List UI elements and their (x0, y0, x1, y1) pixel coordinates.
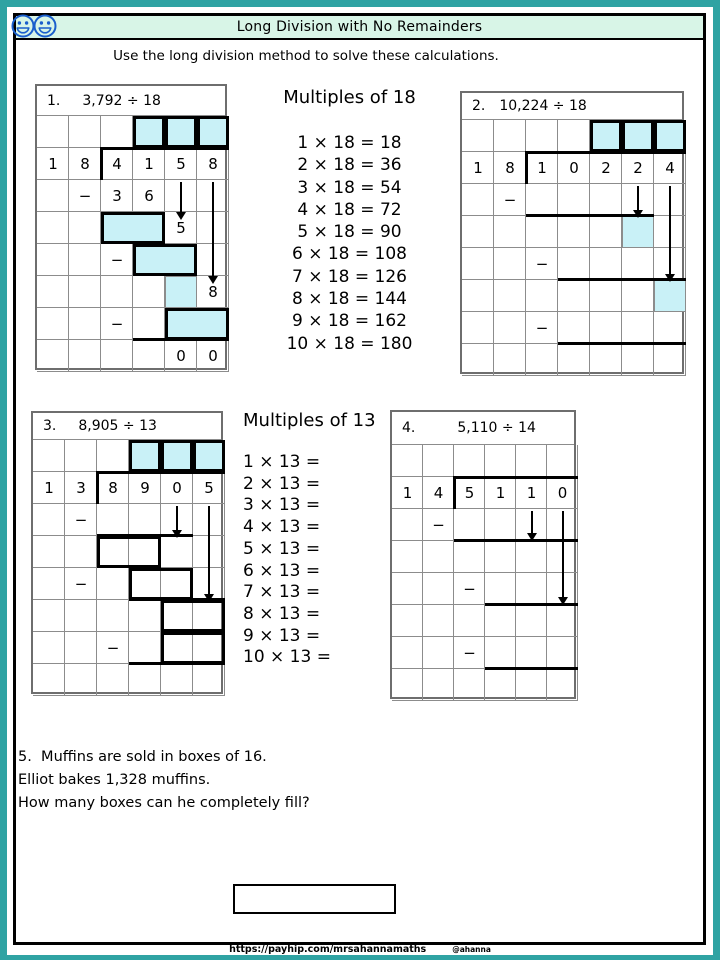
list-line: 6 × 13 = (243, 560, 321, 581)
minus-sign: − (106, 639, 120, 657)
grid-cell (392, 669, 423, 701)
list-line: How many boxes can he completely fill? (18, 795, 310, 812)
grid-cell (101, 116, 133, 148)
grid-cell (97, 664, 129, 696)
list-line: 7 × 18 = 126 (292, 266, 407, 287)
minus-sign: − (74, 575, 88, 593)
grid-digit: 5 (464, 484, 475, 502)
answer-digit-cell (129, 440, 161, 472)
multiples-18-list (272, 132, 427, 355)
grid-cell (423, 669, 454, 701)
grid-cell (423, 605, 454, 637)
grid-cell (590, 248, 622, 280)
grid-cell (462, 120, 494, 152)
grid-digit: 0 (208, 347, 218, 365)
carried-digit-cell (654, 280, 686, 312)
footer-handle: @ahanna (452, 945, 491, 954)
grid-cell (494, 120, 526, 152)
grid-digit: 5 (204, 479, 214, 497)
grid-cell (33, 664, 65, 696)
grid-cell (526, 120, 558, 152)
grid-cell (547, 445, 578, 477)
arrowhead-icon (176, 212, 186, 220)
grid-cell (392, 541, 423, 573)
grid-cell (558, 216, 590, 248)
grid-cell (69, 116, 101, 148)
grid-cell (485, 605, 516, 637)
work-box (161, 600, 225, 632)
grid-digit: 0 (176, 347, 186, 365)
grid-cell (462, 280, 494, 312)
arrowhead-icon (665, 274, 675, 282)
grid-cell (494, 216, 526, 248)
answer-digit-cell (197, 116, 229, 148)
grid-cell (462, 344, 494, 376)
grid-cell (37, 116, 69, 148)
grid-cell (462, 312, 494, 344)
grid-cell (37, 244, 69, 276)
grid-cell (547, 669, 578, 701)
minus-sign: − (535, 319, 549, 337)
grid-cell (590, 184, 622, 216)
grid-cell (129, 664, 161, 696)
minus-sign: − (432, 516, 445, 534)
list-line: 10 × 18 = 180 (286, 333, 413, 354)
grid-cell (161, 536, 193, 568)
minus-sign: − (110, 251, 124, 269)
work-box (129, 568, 193, 600)
answer-digit-cell (622, 120, 654, 152)
grid-cell (547, 605, 578, 637)
list-line: 9 × 13 = (243, 625, 321, 646)
grid-cell (485, 573, 516, 605)
grid-cell (485, 541, 516, 573)
list-line: 7 × 13 = (243, 582, 321, 603)
carried-digit-cell (622, 216, 654, 248)
instruction-text: Use the long division method to solve these calculations. (113, 48, 499, 64)
bring-down-arrow (669, 186, 671, 275)
footer-url: https://payhip.com/mrsahannamaths (229, 944, 427, 955)
problem-number: 4. (402, 420, 416, 436)
grid-cell (129, 600, 161, 632)
smiley-icons (10, 13, 60, 39)
problem-number: 2. (472, 98, 486, 114)
grid-digit: 8 (208, 155, 218, 173)
grid-cell (516, 445, 547, 477)
grid-cell (129, 632, 161, 664)
answer-digit-cell (133, 116, 165, 148)
problem-expression: 3,792 ÷ 18 (82, 92, 161, 109)
grid-digit: 5 (176, 219, 186, 237)
list-line: 3 × 18 = 54 (297, 177, 402, 198)
arrowhead-icon (558, 597, 568, 605)
grid-cell (392, 509, 423, 541)
grid-digit: 1 (402, 484, 413, 502)
list-line: 5 × 18 = 90 (297, 222, 402, 243)
grid-digit: 6 (144, 187, 154, 205)
minus-sign: − (463, 644, 476, 662)
grid-cell (454, 541, 485, 573)
division-grid-4 (390, 410, 576, 699)
list-line: 5 × 13 = (243, 538, 321, 559)
problem-number: 3. (43, 418, 57, 434)
grid-cell (97, 568, 129, 600)
grid-cell (485, 445, 516, 477)
list-line: 2 × 13 = (243, 473, 321, 494)
grid-cell (622, 312, 654, 344)
grid-digit: 4 (112, 155, 122, 173)
grid-cell (558, 312, 590, 344)
grid-digit: 1 (44, 479, 54, 497)
grid-cell (37, 180, 69, 212)
grid-cell (65, 664, 97, 696)
page-title: Long Division with No Remainders (236, 19, 483, 35)
answer-digit-cell (161, 440, 193, 472)
grid-cell (462, 184, 494, 216)
grid-cell (485, 669, 516, 701)
grid-cell (33, 536, 65, 568)
list-line: 2 × 18 = 36 (297, 155, 402, 176)
grid-cell (558, 120, 590, 152)
list-line: 1 × 13 = (243, 452, 321, 472)
grid-cell (462, 216, 494, 248)
grid-cell (33, 568, 65, 600)
minus-sign: − (535, 255, 549, 273)
grid-cell (494, 312, 526, 344)
answer-digit-cell (590, 120, 622, 152)
grid-cell (516, 541, 547, 573)
grid-cell (526, 184, 558, 216)
arrowhead-icon (527, 533, 537, 541)
bring-down-arrow (176, 506, 178, 531)
grid-cell (590, 280, 622, 312)
carried-digit-cell (165, 276, 197, 308)
header-band (16, 16, 703, 40)
grid-digit: 1 (473, 159, 483, 177)
word-problem (18, 746, 310, 816)
problem-expression: 8,905 ÷ 13 (78, 418, 157, 434)
work-box (161, 632, 225, 664)
grid-cell (454, 509, 485, 541)
grid-cell (97, 440, 129, 472)
list-line: 4 × 13 = (243, 517, 321, 538)
grid-title (33, 413, 221, 440)
grid-digit: 2 (633, 159, 643, 177)
grid-cell (454, 445, 485, 477)
grid-cell (133, 340, 165, 372)
grid-digit: 1 (537, 159, 547, 177)
grid-cell (37, 276, 69, 308)
grid-cell (558, 184, 590, 216)
grid-cell (654, 344, 686, 376)
grid-digit: 1 (144, 155, 154, 173)
division-grid-1 (35, 84, 227, 370)
multiples-13-title: Multiples of 13 (243, 410, 376, 431)
grid-cell (33, 600, 65, 632)
grid-digit: 1 (495, 484, 506, 502)
grid-cell (69, 340, 101, 372)
list-line: 8 × 18 = 144 (292, 289, 407, 310)
grid-cell (526, 280, 558, 312)
grid-cell (392, 573, 423, 605)
grid-digit: 0 (172, 479, 182, 497)
grid-cell (454, 605, 485, 637)
division-grid-3 (31, 411, 223, 694)
subtraction-line (558, 342, 686, 345)
grid-cell (516, 669, 547, 701)
list-line: 1 × 18 = 18 (297, 133, 402, 153)
grid-cell (494, 248, 526, 280)
subtraction-line (485, 667, 578, 670)
minus-sign: − (74, 511, 88, 529)
grid-cell (547, 637, 578, 669)
bring-down-arrow (208, 506, 210, 595)
list-line: Elliot bakes 1,328 muffins. (18, 772, 211, 789)
grid-cell (392, 445, 423, 477)
problem-number: 1. (47, 92, 61, 109)
division-grid-2 (460, 91, 684, 374)
grid-digit: 5 (176, 155, 186, 173)
grid-cell (462, 248, 494, 280)
grid-cell (97, 600, 129, 632)
list-line: 8 × 13 = (243, 603, 321, 624)
grid-cell (69, 244, 101, 276)
work-box (97, 536, 161, 568)
grid-cell (423, 445, 454, 477)
grid-cell (65, 632, 97, 664)
grid-digit: 8 (80, 155, 90, 173)
grid-cell (101, 340, 133, 372)
minus-sign: − (503, 191, 517, 209)
grid-cell (37, 212, 69, 244)
grid-cell (516, 605, 547, 637)
grid-cell (133, 308, 165, 340)
grid-cell (65, 536, 97, 568)
grid-cell (654, 312, 686, 344)
grid-digit: 3 (76, 479, 86, 497)
arrowhead-icon (208, 276, 218, 284)
grid-cell (69, 212, 101, 244)
grid-cell (129, 504, 161, 536)
list-line: 9 × 18 = 162 (292, 311, 407, 332)
grid-cell (485, 509, 516, 541)
grid-digit: 0 (557, 484, 568, 502)
grid-cell (494, 344, 526, 376)
grid-digit: 8 (208, 283, 218, 301)
grid-cell (97, 504, 129, 536)
grid-cell (590, 312, 622, 344)
grid-cell (33, 504, 65, 536)
grid-digit: 8 (505, 159, 515, 177)
multiples-13-list (243, 452, 331, 669)
grid-title (37, 86, 225, 116)
subtraction-line (454, 539, 578, 542)
grid-cell (423, 541, 454, 573)
bring-down-arrow (562, 511, 564, 598)
bring-down-arrow (531, 511, 533, 534)
grid-cell (101, 276, 133, 308)
grid-title (392, 412, 574, 445)
bring-down-arrow (637, 186, 639, 211)
multiples-18-title: Multiples of 18 (283, 87, 416, 108)
arrowhead-icon (172, 530, 182, 538)
grid-cell (193, 664, 225, 696)
grid-cell (516, 637, 547, 669)
grid-cell (526, 344, 558, 376)
arrowhead-icon (204, 594, 214, 602)
work-box (165, 308, 229, 340)
grid-cell (392, 605, 423, 637)
grid-cell (558, 344, 590, 376)
grid-cell (37, 340, 69, 372)
grid-digit: 3 (112, 187, 122, 205)
subtraction-line (129, 662, 225, 665)
grid-cell (622, 344, 654, 376)
grid-cell (622, 280, 654, 312)
grid-cell (33, 632, 65, 664)
footer (0, 944, 720, 955)
list-line: 10 × 13 = (243, 647, 331, 668)
grid-cell (37, 308, 69, 340)
minus-sign: − (463, 580, 476, 598)
grid-cell (65, 600, 97, 632)
list-line: 6 × 18 = 108 (292, 244, 407, 265)
arrowhead-icon (633, 210, 643, 218)
grid-digit: 9 (140, 479, 150, 497)
bring-down-arrow (212, 182, 214, 277)
grid-cell (392, 637, 423, 669)
grid-digit: 1 (48, 155, 58, 173)
grid-digit: 1 (526, 484, 537, 502)
answer-digit-cell (193, 440, 225, 472)
problem-expression: 10,224 ÷ 18 (499, 98, 587, 114)
grid-cell (558, 280, 590, 312)
grid-cell (69, 276, 101, 308)
grid-digit: 2 (601, 159, 611, 177)
grid-cell (590, 344, 622, 376)
answer-box (233, 884, 396, 914)
grid-cell (423, 637, 454, 669)
grid-digit: 8 (108, 479, 118, 497)
list-line: 4 × 18 = 72 (297, 199, 402, 220)
grid-cell (33, 440, 65, 472)
work-box (133, 244, 197, 276)
bring-down-arrow (180, 182, 182, 213)
list-line: 5. Muffins are sold in boxes of 16. (18, 749, 267, 765)
grid-cell (454, 669, 485, 701)
grid-cell (526, 216, 558, 248)
grid-cell (622, 248, 654, 280)
problem-expression: 5,110 ÷ 14 (457, 420, 536, 436)
minus-sign: − (110, 315, 124, 333)
grid-cell (133, 276, 165, 308)
list-line: 3 × 13 = (243, 495, 321, 516)
answer-digit-cell (654, 120, 686, 152)
work-box (101, 212, 165, 244)
grid-cell (494, 280, 526, 312)
grid-cell (590, 216, 622, 248)
answer-digit-cell (165, 116, 197, 148)
minus-sign: − (78, 187, 92, 205)
grid-cell (161, 664, 193, 696)
grid-cell (485, 637, 516, 669)
grid-digit: 4 (665, 159, 675, 177)
grid-cell (423, 573, 454, 605)
grid-cell (516, 573, 547, 605)
grid-cell (65, 440, 97, 472)
grid-digit: 0 (569, 159, 579, 177)
grid-digit: 4 (433, 484, 444, 502)
grid-cell (558, 248, 590, 280)
grid-cell (69, 308, 101, 340)
grid-title (462, 93, 682, 120)
